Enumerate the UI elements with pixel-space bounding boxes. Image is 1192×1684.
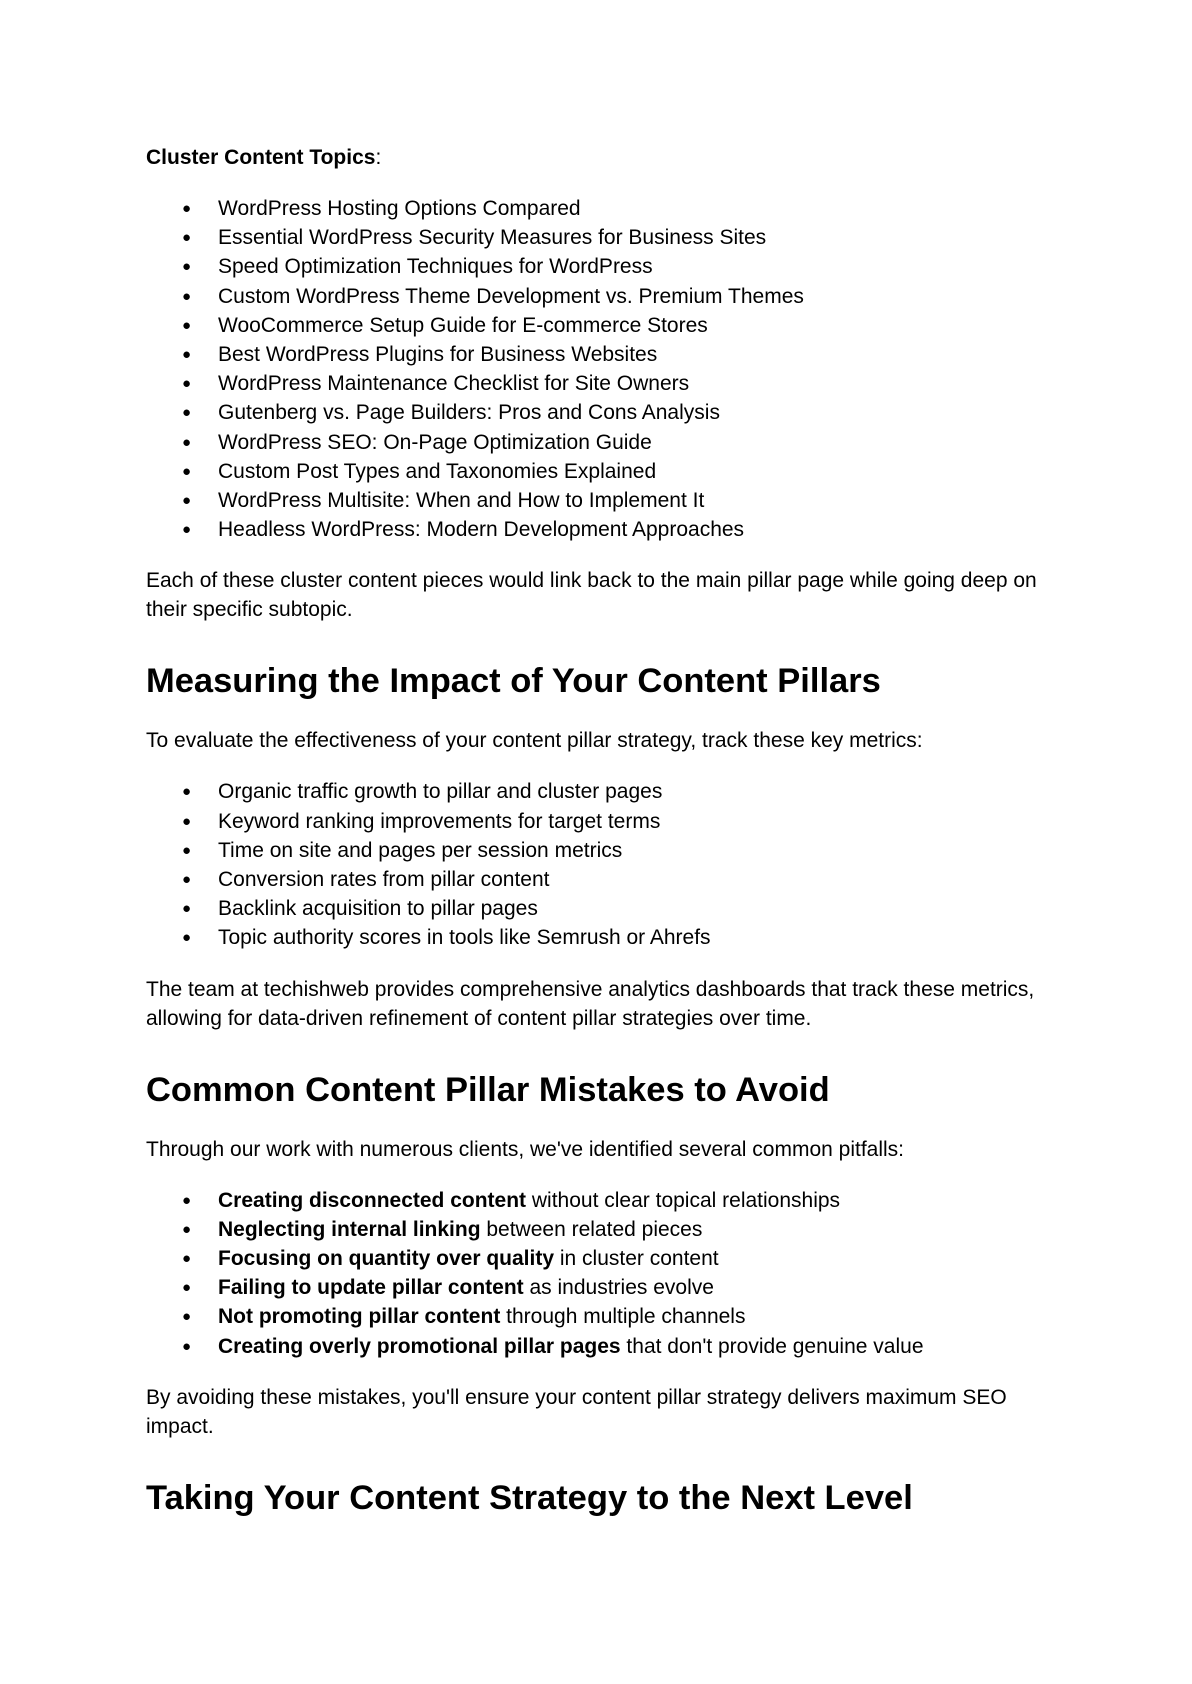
bullet-icon: ● <box>182 462 192 480</box>
bullet-icon: ● <box>182 1279 192 1297</box>
list-item <box>146 340 1066 369</box>
mistakes-closing-paragraph: By avoiding these mistakes, you'll ensure your content pillar strategy delivers maximum SEO impact. <box>146 1385 1007 1438</box>
list-item-text: Essential WordPress Security Measures for Business Sites <box>218 226 767 250</box>
bullet-icon: ● <box>182 1337 192 1355</box>
bullet-icon: ● <box>182 229 192 247</box>
list-item <box>146 515 1066 544</box>
document-body <box>146 143 1066 1543</box>
list-item-bold-text: Focusing on quantity over quality <box>218 1247 555 1271</box>
metrics-list <box>146 777 1066 952</box>
list-item-text: as industries evolve <box>523 1276 714 1300</box>
list-item <box>146 311 1066 340</box>
list-item <box>146 282 1066 311</box>
list-item <box>146 777 1066 806</box>
measuring-closing-paragraph: The team at techishweb provides comprehensive analytics dashboards that track these metrics, allowing for data-driven refinement of content pillar strategies over time. <box>146 977 1035 1030</box>
bullet-icon: ● <box>182 521 192 539</box>
bullet-icon: ● <box>182 287 192 305</box>
list-item-text: WordPress Multisite: When and How to Implement It <box>218 489 705 513</box>
list-item-text: Headless WordPress: Modern Development Approaches <box>218 518 745 542</box>
list-item-text: WordPress SEO: On-Page Optimization Guide <box>218 430 652 454</box>
list-item <box>146 457 1066 486</box>
list-item-text: that don't provide genuine value <box>620 1334 924 1358</box>
bullet-icon: ● <box>182 1250 192 1268</box>
list-item <box>146 1273 1066 1302</box>
section-heading-next-level: Taking Your Content Strategy to the Next Level <box>146 1478 913 1517</box>
bullet-icon: ● <box>182 1308 192 1326</box>
list-item <box>146 807 1066 836</box>
bullet-icon: ● <box>182 1220 192 1238</box>
list-item-text: Speed Optimization Techniques for WordPress <box>218 255 653 279</box>
bullet-icon: ● <box>182 812 192 830</box>
bullet-icon: ● <box>182 258 192 276</box>
bullet-icon: ● <box>182 375 192 393</box>
list-item <box>146 1302 1066 1331</box>
bullet-icon: ● <box>182 1191 192 1209</box>
list-item-text: Custom Post Types and Taxonomies Explained <box>218 459 657 483</box>
bullet-icon: ● <box>182 492 192 510</box>
list-item-text: Best WordPress Plugins for Business Websites <box>218 343 658 367</box>
list-item-bold-text: Not promoting pillar content <box>218 1305 501 1329</box>
list-item <box>146 223 1066 252</box>
measuring-intro-paragraph: To evaluate the effectiveness of your content pillar strategy, track these key metrics: <box>146 729 923 753</box>
list-item-bold-text: Creating overly promotional pillar pages <box>218 1334 621 1358</box>
list-item <box>146 1215 1066 1244</box>
bullet-icon: ● <box>182 433 192 451</box>
list-item <box>146 1332 1066 1361</box>
bullet-icon: ● <box>182 841 192 859</box>
bullet-icon: ● <box>182 783 192 801</box>
mistakes-list <box>146 1186 1066 1361</box>
list-item-text: Conversion rates from pillar content <box>218 868 550 892</box>
list-item <box>146 865 1066 894</box>
list-item <box>146 836 1066 865</box>
list-item-bold-text: Failing to update pillar content <box>218 1276 524 1300</box>
mistakes-intro-paragraph: Through our work with numerous clients, we've identified several common pitfalls: <box>146 1137 905 1161</box>
list-item-text: Backlink acquisition to pillar pages <box>218 897 538 921</box>
bullet-icon: ● <box>182 871 192 889</box>
cluster-topics-label-suffix: : <box>375 146 382 169</box>
list-item <box>146 894 1066 923</box>
list-item <box>146 252 1066 281</box>
list-item <box>146 369 1066 398</box>
list-item-text: Custom WordPress Theme Development vs. Premium Themes <box>218 284 804 308</box>
section-heading-mistakes: Common Content Pillar Mistakes to Avoid <box>146 1070 830 1109</box>
list-item-text: WordPress Maintenance Checklist for Site Owners <box>218 372 690 396</box>
section-heading-measuring: Measuring the Impact of Your Content Pillars <box>146 662 881 701</box>
bullet-icon: ● <box>182 346 192 364</box>
list-item <box>146 194 1066 223</box>
list-item <box>146 398 1066 427</box>
list-item-text: Gutenberg vs. Page Builders: Pros and Cons Analysis <box>218 401 720 425</box>
list-item-text: WordPress Hosting Options Compared <box>218 197 581 220</box>
list-item-bold-text: Creating disconnected content <box>218 1188 527 1212</box>
list-item-bold-text: Neglecting internal linking <box>218 1217 481 1241</box>
list-item <box>146 1244 1066 1273</box>
bullet-icon: ● <box>182 200 192 217</box>
list-item-text: Topic authority scores in tools like Semrush or Ahrefs <box>218 926 711 950</box>
list-item <box>146 486 1066 515</box>
cluster-topics-label-line <box>146 143 1066 172</box>
bullet-icon: ● <box>182 404 192 422</box>
cluster-closing-paragraph: Each of these cluster content pieces would link back to the main pillar page while going deep on their specific subtopic. <box>146 569 1037 622</box>
cluster-topics-list <box>146 194 1066 544</box>
cluster-topics-label: Cluster Content Topics <box>146 146 376 169</box>
list-item-text: in cluster content <box>554 1247 719 1271</box>
bullet-icon: ● <box>182 929 192 947</box>
bullet-icon: ● <box>182 900 192 918</box>
list-item <box>146 428 1066 457</box>
list-item-text: Time on site and pages per session metrics <box>218 838 623 862</box>
list-item <box>146 1186 1066 1215</box>
list-item-text: Keyword ranking improvements for target terms <box>218 809 661 833</box>
list-item-text: without clear topical relationships <box>526 1188 841 1212</box>
list-item <box>146 923 1066 952</box>
list-item-text: WooCommerce Setup Guide for E-commerce Stores <box>218 313 708 337</box>
list-item-text: Organic traffic growth to pillar and cluster pages <box>218 780 663 804</box>
list-item-text: between related pieces <box>480 1217 703 1241</box>
bullet-icon: ● <box>182 316 192 334</box>
list-item-text: through multiple channels <box>500 1305 746 1329</box>
